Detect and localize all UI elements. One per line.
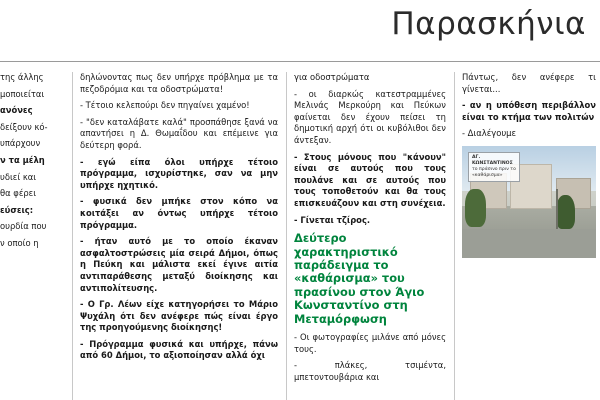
paragraph: ν οποίο η: [0, 237, 39, 248]
paragraph: - Διαλέγουμε: [462, 128, 517, 139]
paragraph: - Πρόγραμμα φυσικά και υπήρχε, πάνω από 60 Δήμοι, το αξιοποίησαν αλλά όχι: [80, 338, 278, 361]
paragraph: - εγώ είπα όλοι υπήρχε τέτοιο πρόγραμμα, ισχυρίστηκε, σαν να μην υπήρχε ηχητικό.: [80, 156, 278, 190]
paragraph: - Στους μόνους που "κάνουν" είναι σε αυτούς που τους πουλάνε και σε αυτούς που τους τοποθετούν και θα τους επισκευάζουν και στη συνέχεια.: [294, 151, 446, 208]
paragraph: - φυσικά δεν μπήκε στον κόπο να κοιτάξει αν όντως υπήρχε τέτοιο πρόγραμμα.: [80, 196, 278, 230]
paragraph: ουρδία που: [0, 221, 47, 232]
paragraph: θα φέρει: [0, 188, 37, 199]
photo-tree: [465, 189, 486, 227]
paragraph: μοποιείται: [0, 88, 45, 99]
paragraph: - αν η υπόθεση περιβάλλον είναι το κτήμα των πολιτών: [462, 100, 596, 122]
paragraph: - οι διαρκώς κατεστραμμένες Μελινάς Μερκούρη και Πεύκων φαίνεται δεν έχουν πείσει τη δημοτική αρχή ότι οι κυβόλιθοι δεν άντεξαν.: [294, 88, 446, 145]
article-columns: [0, 72, 600, 400]
section-heading: Δεύτερο χαρακτηριστικό παράδειγμα το «καθάρισμα» του πρασίνου στον Άγιο Κωνσταντίνο στη Μεταμόρφωση: [294, 231, 425, 326]
column-3: [286, 72, 454, 400]
paragraph: - Τέτοιο κελεπούρι δεν πηγαίνει χαμένο!: [80, 100, 250, 111]
paragraph: για οδοστρώματα: [294, 72, 370, 82]
paragraph: της άλλης: [0, 72, 44, 82]
paragraph: ανόνες: [0, 105, 33, 116]
photo-road: [462, 229, 596, 258]
paragraph: υδιεί και: [0, 171, 37, 182]
photo-tree: [556, 195, 575, 229]
column-2: [72, 72, 286, 400]
paragraph: - "δεν καταλάβατε καλά" προσπάθησε ξανά να απαντήσει η Δ. Θωμαΐδου και επέμεινε για δεύτερη φορά.: [80, 116, 278, 150]
photo-caption-text: το πράσινο πριν το «καθάρισμα»: [472, 166, 516, 178]
photo-pole: [556, 189, 558, 229]
paragraph: δείξουν κό-: [0, 121, 48, 132]
article-photo: [462, 146, 596, 258]
header-divider: [0, 61, 600, 62]
paragraph: ν τα μέλη: [0, 154, 45, 165]
paragraph: - ήταν αυτό με το οποίο έκαναν ασφαλτοστρώσεις μία σειρά Δήμοι, όπως η Πεύκη και μάλιστα εκεί έγινε αιτία αντιπαράθεσης μεταξύ διοίκησης και αντιπολίτευσης.: [80, 236, 278, 293]
paragraph: εύσεις:: [0, 204, 34, 215]
page-title: Παρασκήνια: [391, 6, 586, 42]
paragraph: - Γίνεται τζίρος.: [294, 214, 371, 225]
photo-caption: [468, 152, 520, 182]
photo-caption-title: ΑΓ. ΚΩΝΣΤΑΝΤΙΝΟΣ: [472, 154, 513, 166]
column-4: [454, 72, 600, 400]
masthead: [0, 0, 600, 62]
paragraph: δηλώνοντας πως δεν υπήρχε πρόβλημα με τα πεζοδρόμια και τα οδοστρώματα!: [80, 72, 278, 94]
paragraph: υπάρχουν: [0, 138, 41, 149]
paragraph: - Οι φωτογραφίες μιλάνε από μόνες τους.: [294, 331, 446, 354]
paragraph: Πάντως, δεν ανέφερε τι γίνεται...: [462, 72, 596, 94]
paragraph: - πλάκες, τσιμέντα, μπετοντουβάρια και: [294, 360, 446, 382]
paragraph: - Ο Γρ. Λέων είχε κατηγορήσει το Μάριο Ψυχάλη ότι δεν ανέφερε πώς είναι έργο της προηγούμενης διοίκησης!: [80, 299, 278, 333]
column-1: [0, 72, 72, 400]
